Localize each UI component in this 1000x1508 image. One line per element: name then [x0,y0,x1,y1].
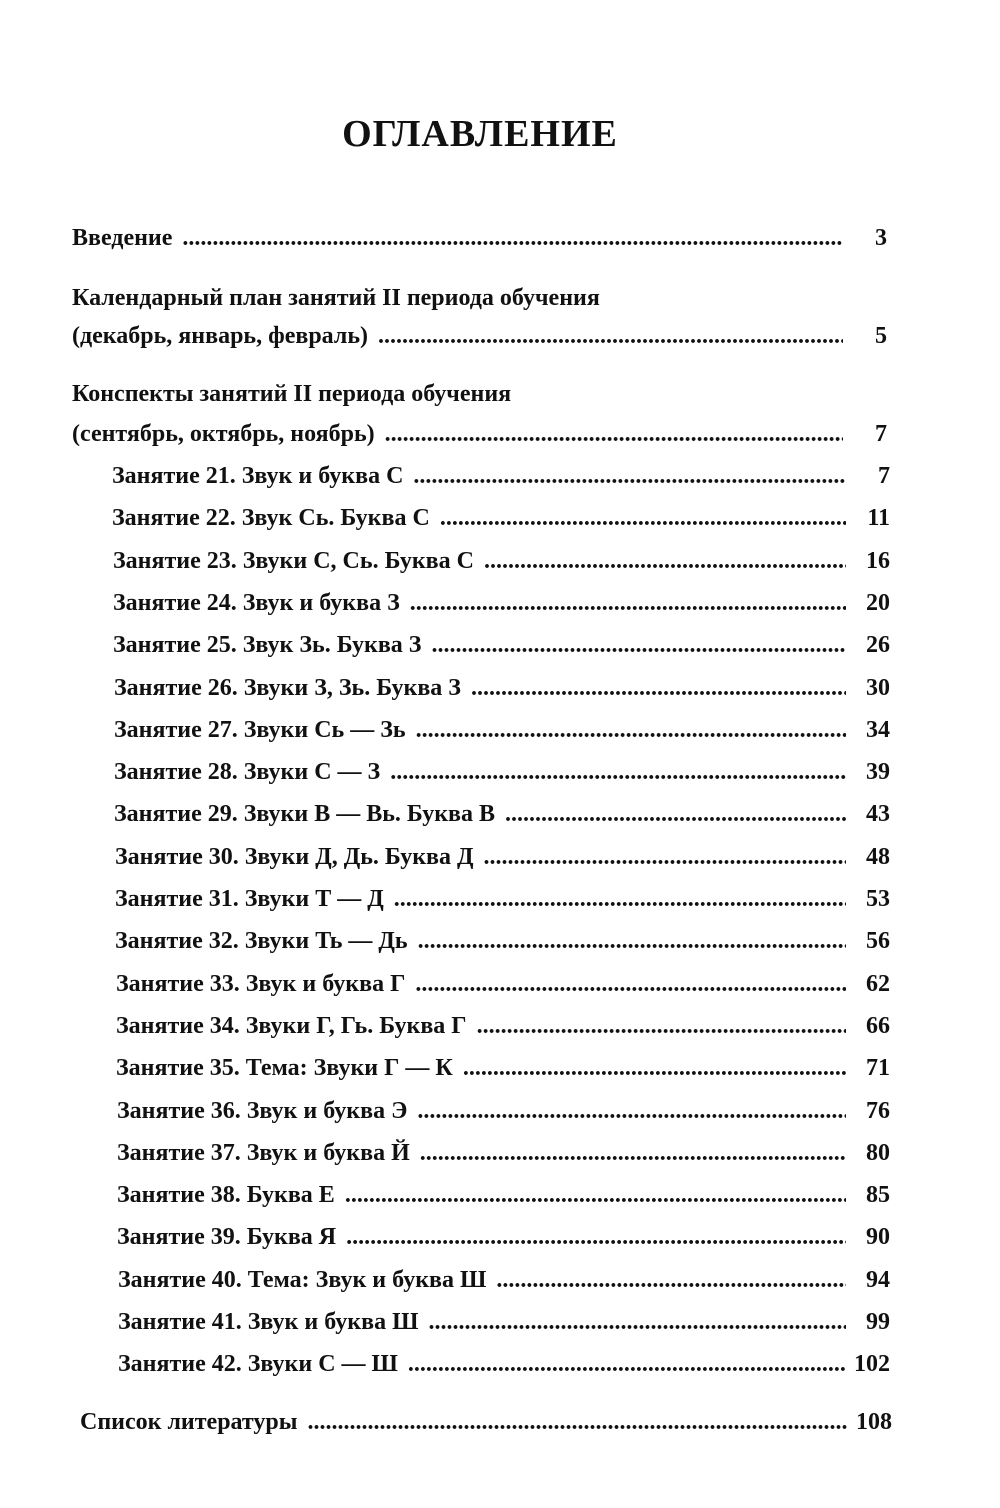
dot-leader [440,502,846,534]
dot-leader [496,1264,846,1296]
dot-leader [505,798,846,830]
dot-leader [416,714,846,746]
toc-entry-page: 30 [866,675,890,701]
toc-entry-text: Занятие 27. Звуки Сь — Зь [114,717,406,743]
toc-entry-lesson [118,1264,890,1296]
dot-leader [471,672,846,704]
toc-entry-page: 48 [866,844,890,870]
dot-leader [477,1010,846,1042]
toc-entry-text: Занятие 24. Звук и буква З [113,590,400,616]
dot-leader [415,968,846,1000]
toc-entry-lesson [114,714,890,746]
dot-leader [413,460,846,492]
toc-entry-lesson [113,545,890,577]
toc-entry-notes [72,418,887,450]
toc-entry-page: 5 [875,323,887,349]
toc-entry-text: Занятие 35. Тема: Звуки Г — К [116,1055,453,1081]
toc-entry-text: Занятие 41. Звук и буква Ш [118,1309,419,1335]
toc-entry-page: 43 [866,801,890,827]
toc-entry-page: 34 [866,717,890,743]
toc-entry-page: 53 [866,886,890,912]
dot-leader [484,545,846,577]
toc-entry-text: Занятие 33. Звук и буква Г [116,971,406,997]
toc-entry-calendar [72,320,887,352]
page-title: ОГЛАВЛЕНИЕ [342,113,618,155]
dot-leader [431,629,846,661]
toc-entry-text: Занятие 40. Тема: Звук и буква Ш [118,1267,487,1293]
toc-entry-text: Занятие 21. Звук и буква С [112,463,404,489]
toc-entry-page: 39 [866,759,890,785]
toc-entry-text: Занятие 34. Звуки Г, Гь. Буква Г [116,1013,467,1039]
toc-entry-page: 7 [878,463,890,489]
toc-entry-page: 56 [866,928,890,954]
toc-entry-lesson [114,798,890,830]
dot-leader [394,883,846,915]
toc-entry-page: 85 [866,1182,890,1208]
dot-leader [345,1179,846,1211]
toc-entry-page: 94 [866,1267,890,1293]
toc-entry-text: (декабрь, январь, февраль) [72,323,369,349]
toc-entry-text: Занятие 39. Буква Я [117,1224,337,1250]
toc-entry-text: (сентябрь, октябрь, ноябрь) [72,421,375,447]
toc-entry-page: 66 [866,1013,890,1039]
toc-entry-text: Занятие 28. Звуки С — З [114,759,381,785]
toc-entry-text: Введение [72,225,173,251]
dot-leader [182,222,843,254]
dot-leader [378,320,843,352]
toc-entry-text: Список литературы [80,1409,298,1435]
dot-leader [417,1095,846,1127]
toc-entry-page: 71 [866,1055,890,1081]
toc-entry-page: 20 [866,590,890,616]
toc-entry-lesson [116,1010,890,1042]
toc-entry-lesson [118,1348,890,1380]
toc-entry-page: 62 [866,971,890,997]
toc-entry-lesson [118,1306,890,1338]
toc-entry-page: 16 [866,548,890,574]
toc-entry-lesson [117,1095,890,1127]
toc-entry-text: Занятие 29. Звуки В — Вь. Буква В [114,801,495,827]
dot-leader [428,1306,846,1338]
toc-entry-text: Занятие 37. Звук и буква Й [117,1140,410,1166]
toc-entry-lesson [112,460,890,492]
toc-entry-text: Занятие 31. Звуки Т — Д [115,886,384,912]
dot-leader [410,587,846,619]
toc-entry-page: 80 [866,1140,890,1166]
toc-entry-lesson [114,672,890,704]
toc-entry-text: Занятие 36. Звук и буква Э [117,1098,408,1124]
toc-entry-lesson [115,925,890,957]
toc-entry-calendar-title: Календарный план занятий II периода обучения [72,285,600,311]
toc-entry-introduction [72,222,887,254]
dot-leader [484,841,847,873]
toc-entry-text: Занятие 30. Звуки Д, Дь. Буква Д [115,844,474,870]
dot-leader [420,1137,846,1169]
dot-leader [408,1348,846,1380]
toc-entry-page: 108 [856,1409,892,1435]
toc-entry-page: 90 [866,1224,890,1250]
toc-entry-lesson [117,1179,890,1211]
toc-entry-lesson [117,1221,890,1253]
toc-entry-page: 26 [866,632,890,658]
toc-entry-text: Занятие 26. Звуки З, Зь. Буква З [114,675,461,701]
toc-entry-lesson [117,1137,890,1169]
toc-entry-lesson [115,883,890,915]
toc-entry-page: 102 [854,1351,890,1377]
toc-entry-page: 99 [866,1309,890,1335]
toc-entry-bibliography [80,1406,892,1438]
toc-entry-text: Занятие 25. Звук Зь. Буква З [113,632,422,658]
dot-leader [346,1221,846,1253]
toc-entry-lesson [116,968,890,1000]
toc-entry-lesson [116,1052,890,1084]
toc-entry-text: Занятие 22. Звук Сь. Буква С [112,505,430,531]
toc-entry-lesson [113,629,890,661]
dot-leader [390,756,846,788]
toc-entry-page: 76 [866,1098,890,1124]
dot-leader [418,925,846,957]
toc-entry-lesson [112,502,890,534]
toc-entry-text: Занятие 32. Звуки Ть — Дь [115,928,408,954]
toc-entry-lesson [113,587,890,619]
toc-entry-page: 7 [875,421,887,447]
dot-leader [308,1406,849,1438]
dot-leader [385,418,843,450]
toc-entry-notes-title: Конспекты занятий II периода обучения [72,381,512,407]
toc-entry-page: 11 [867,505,890,531]
toc-entry-lesson [115,841,890,873]
toc-entry-text: Занятие 42. Звуки С — Ш [118,1351,398,1377]
toc-entry-text: Занятие 38. Буква Е [117,1182,335,1208]
toc-entry-page: 3 [875,225,887,251]
toc-entry-text: Занятие 23. Звуки С, Сь. Буква С [113,548,474,574]
dot-leader [463,1052,846,1084]
toc-entry-lesson [114,756,890,788]
